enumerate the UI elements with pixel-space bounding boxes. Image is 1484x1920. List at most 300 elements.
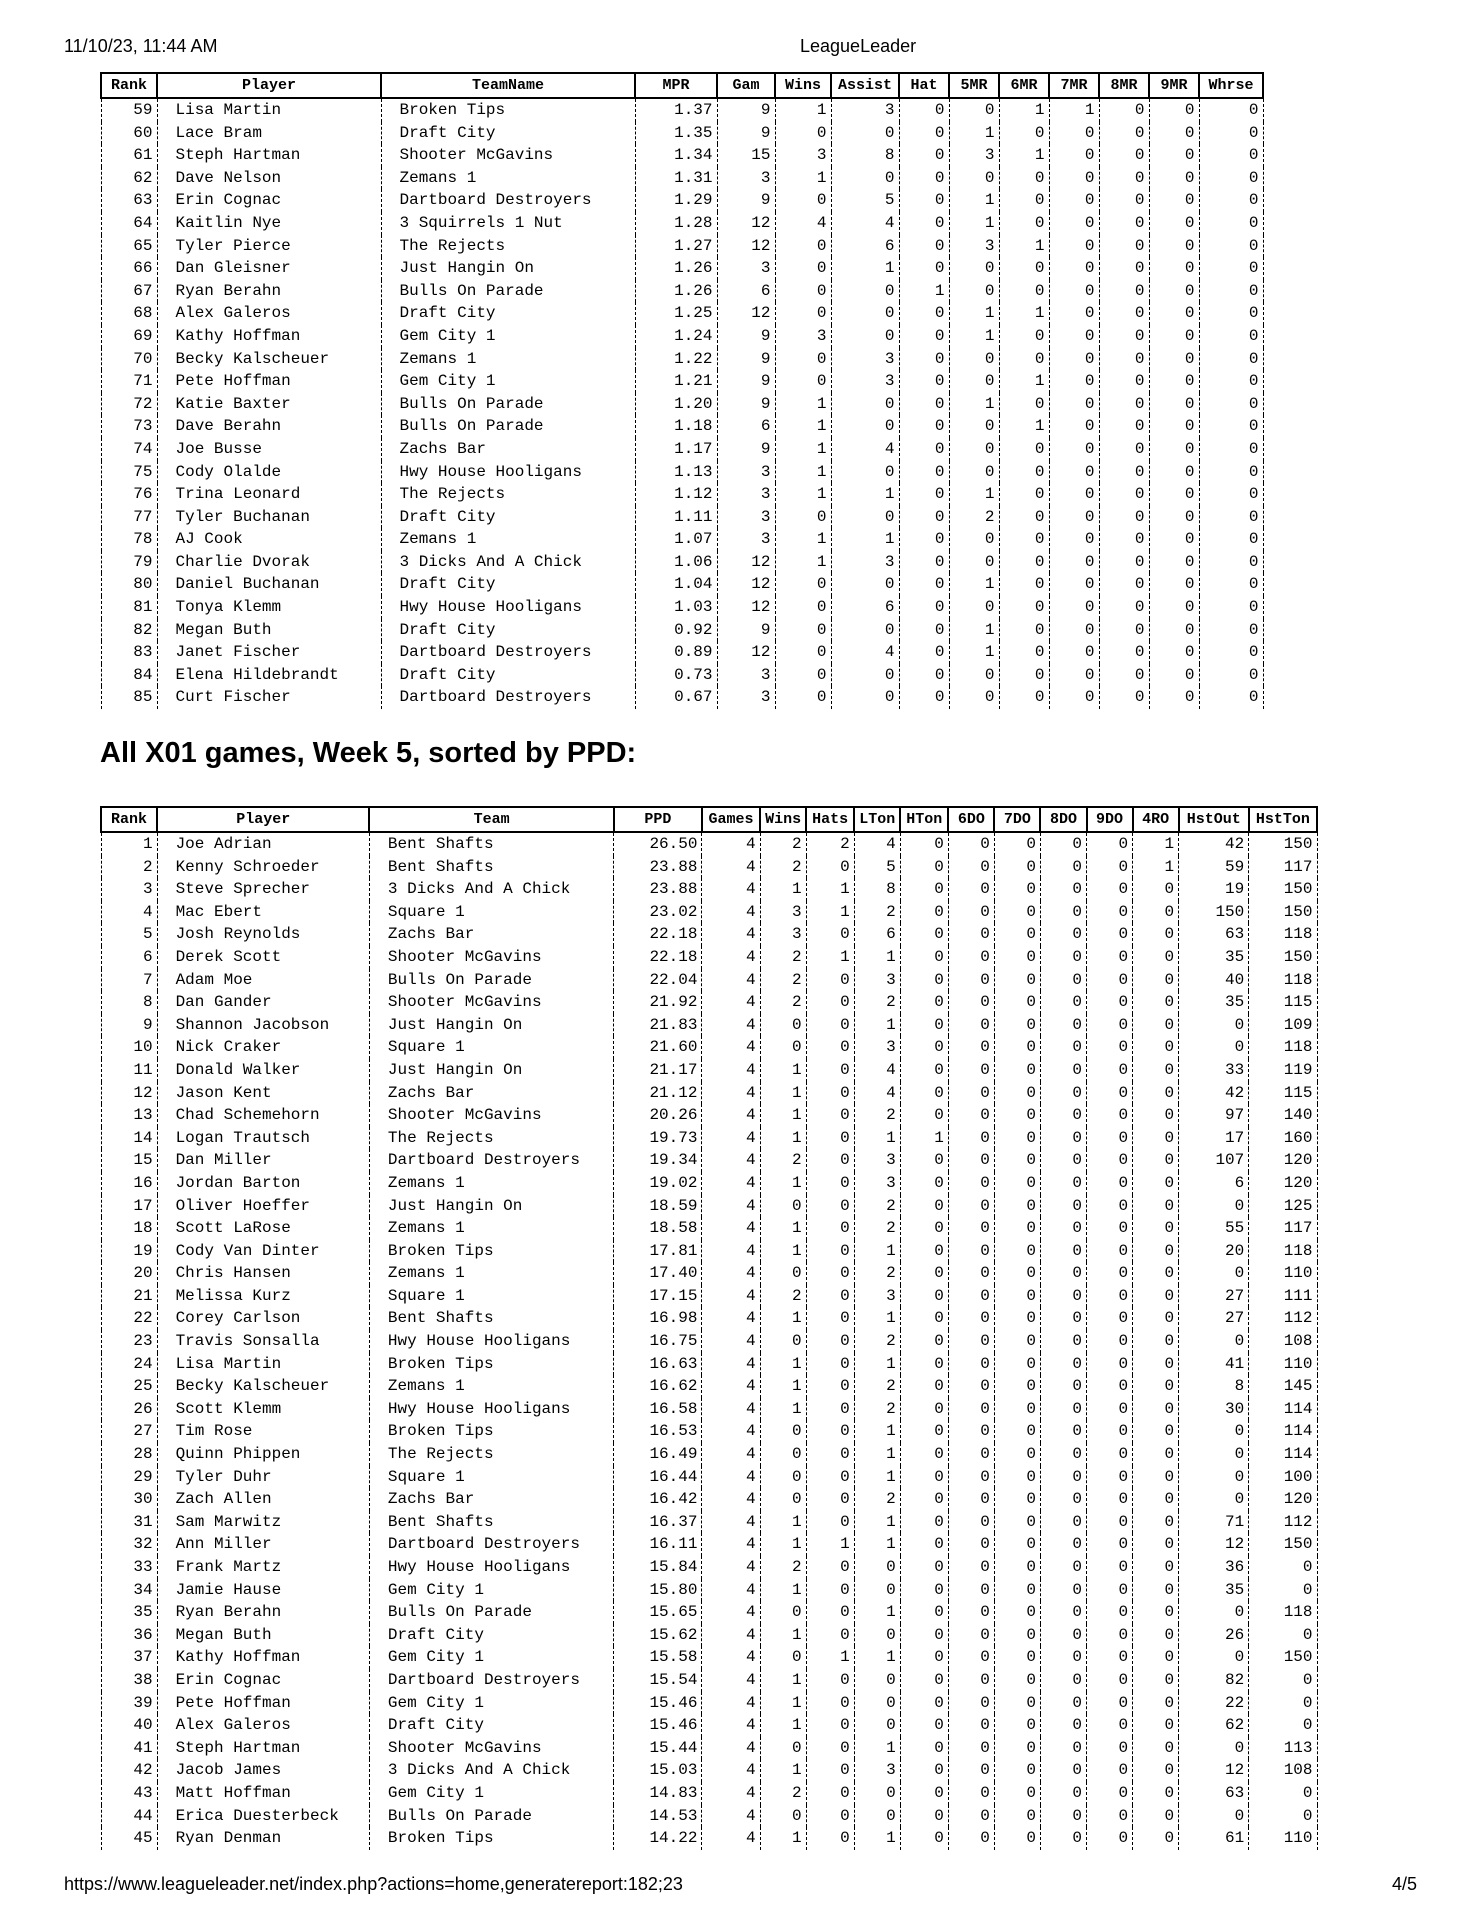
table-cell: 0 bbox=[831, 122, 899, 145]
table-cell: 41 bbox=[1179, 1353, 1249, 1376]
table-cell: 1 bbox=[999, 302, 1049, 325]
table-row bbox=[101, 1737, 1317, 1760]
table-cell: 0 bbox=[1049, 212, 1099, 235]
table-cell: 0 bbox=[900, 1759, 948, 1782]
table-cell: Gem City 1 bbox=[369, 1692, 613, 1715]
page-number: 4/5 bbox=[1392, 1874, 1418, 1894]
table-cell: 0 bbox=[1040, 991, 1086, 1014]
table-cell: 0 bbox=[994, 1307, 1040, 1330]
table-cell: Alex Galeros bbox=[157, 1714, 369, 1737]
column-header: 8DO bbox=[1040, 807, 1086, 832]
column-header: 8MR bbox=[1099, 73, 1149, 98]
column-header: Assist bbox=[831, 73, 899, 98]
table-cell: 1 bbox=[760, 1104, 806, 1127]
table-cell: 1.22 bbox=[635, 348, 717, 371]
table-cell: 59 bbox=[101, 98, 157, 122]
table-cell: 4 bbox=[831, 212, 899, 235]
column-header: HTon bbox=[900, 807, 948, 832]
table-cell: 0 bbox=[1133, 1330, 1179, 1353]
table-cell: 0 bbox=[948, 1330, 994, 1353]
table-cell: 0 bbox=[1099, 573, 1149, 596]
table-cell: 0 bbox=[948, 1759, 994, 1782]
table-cell: 2 bbox=[760, 832, 806, 856]
table-cell: Jamie Hause bbox=[157, 1579, 369, 1602]
column-header: Whrse bbox=[1199, 73, 1263, 98]
table-cell: 0 bbox=[948, 923, 994, 946]
column-header: TeamName bbox=[381, 73, 635, 98]
table-cell: 0 bbox=[994, 1082, 1040, 1105]
table-cell: 0 bbox=[806, 1556, 854, 1579]
table-cell: 0 bbox=[1040, 1082, 1086, 1105]
table-cell: 1 bbox=[775, 483, 831, 506]
table-cell: 115 bbox=[1249, 1082, 1317, 1105]
table-cell: 0 bbox=[948, 1398, 994, 1421]
table-cell: 0 bbox=[1199, 664, 1263, 687]
table-cell: 4 bbox=[702, 1240, 760, 1263]
table-cell: Joe Busse bbox=[157, 438, 381, 461]
table-cell: 12 bbox=[1179, 1759, 1249, 1782]
table-cell: 17 bbox=[1179, 1127, 1249, 1150]
table-cell: 0 bbox=[1133, 1307, 1179, 1330]
table-cell: 4 bbox=[854, 1059, 900, 1082]
table-cell: 1 bbox=[854, 1511, 900, 1534]
table-cell: 0 bbox=[1199, 438, 1263, 461]
table-cell: 108 bbox=[1249, 1330, 1317, 1353]
table-row bbox=[101, 189, 1263, 212]
table-row bbox=[101, 878, 1317, 901]
table-cell: 27 bbox=[1179, 1285, 1249, 1308]
table-cell: 0 bbox=[1099, 483, 1149, 506]
table-cell: 118 bbox=[1249, 1240, 1317, 1263]
table-cell: 0 bbox=[949, 461, 999, 484]
table-cell: 26.50 bbox=[614, 832, 702, 856]
table-row bbox=[101, 1669, 1317, 1692]
table-cell: 0 bbox=[1133, 1646, 1179, 1669]
table-cell: 1 bbox=[854, 1240, 900, 1263]
table-cell: 9 bbox=[717, 98, 775, 122]
table-cell: 32 bbox=[101, 1533, 157, 1556]
table-cell: 0 bbox=[1040, 1262, 1086, 1285]
table-cell: 0 bbox=[1099, 551, 1149, 574]
table-cell: 1 bbox=[760, 1398, 806, 1421]
table-cell: 0 bbox=[1249, 1579, 1317, 1602]
table-cell: 0 bbox=[994, 1353, 1040, 1376]
table-cell: Tim Rose bbox=[157, 1420, 369, 1443]
table-cell: 8 bbox=[1179, 1375, 1249, 1398]
table-cell: 0 bbox=[1087, 1827, 1133, 1850]
table-cell: 0 bbox=[775, 348, 831, 371]
table-cell: 1 bbox=[760, 1217, 806, 1240]
table-cell: 42 bbox=[1179, 1082, 1249, 1105]
table-cell: 0 bbox=[899, 257, 949, 280]
table-cell: 117 bbox=[1249, 856, 1317, 879]
table-cell: 0 bbox=[1249, 1556, 1317, 1579]
table-cell: 0 bbox=[900, 1737, 948, 1760]
table-cell: 1 bbox=[854, 1827, 900, 1850]
table-cell: 1 bbox=[949, 573, 999, 596]
table-cell: 0 bbox=[1179, 1737, 1249, 1760]
table-cell: 4 bbox=[831, 438, 899, 461]
table-cell: 0 bbox=[900, 1240, 948, 1263]
table-cell: 36 bbox=[1179, 1556, 1249, 1579]
table-cell: 0 bbox=[1040, 1624, 1086, 1647]
table-cell: 0 bbox=[948, 1601, 994, 1624]
table-cell: Ryan Denman bbox=[157, 1827, 369, 1850]
table-cell: 3 bbox=[717, 528, 775, 551]
table-cell: 0 bbox=[1099, 641, 1149, 664]
table-cell: 17.81 bbox=[614, 1240, 702, 1263]
table-cell: 2 bbox=[760, 856, 806, 879]
table-cell: Jason Kent bbox=[157, 1082, 369, 1105]
table-cell: 0 bbox=[1179, 1262, 1249, 1285]
table-cell: 0 bbox=[1199, 483, 1263, 506]
table-cell: 16.63 bbox=[614, 1353, 702, 1376]
table-row bbox=[101, 325, 1263, 348]
table-cell: Bent Shafts bbox=[369, 1511, 613, 1534]
table-cell: Shooter McGavins bbox=[369, 991, 613, 1014]
table-cell: 0 bbox=[1199, 641, 1263, 664]
table-cell: 0 bbox=[1099, 212, 1149, 235]
table-cell: 4 bbox=[702, 1624, 760, 1647]
table-cell: 9 bbox=[717, 438, 775, 461]
table-cell: 0 bbox=[994, 969, 1040, 992]
table-cell: 0 bbox=[899, 483, 949, 506]
table-cell: 0 bbox=[1199, 596, 1263, 619]
table-cell: 71 bbox=[101, 370, 157, 393]
table-cell: 1 bbox=[760, 1624, 806, 1647]
table-cell: 1 bbox=[854, 1466, 900, 1489]
table-cell: 3 bbox=[949, 144, 999, 167]
table-cell: Pete Hoffman bbox=[157, 1692, 369, 1715]
table-cell: 9 bbox=[717, 122, 775, 145]
table-row bbox=[101, 415, 1263, 438]
table-cell: 2 bbox=[854, 1217, 900, 1240]
table-cell: 12 bbox=[101, 1082, 157, 1105]
table-row bbox=[101, 280, 1263, 303]
table-cell: Shooter McGavins bbox=[369, 946, 613, 969]
table-cell: 3 bbox=[854, 1149, 900, 1172]
table-cell: 0 bbox=[1087, 1149, 1133, 1172]
table-cell: Matt Hoffman bbox=[157, 1782, 369, 1805]
table-cell: 2 bbox=[760, 969, 806, 992]
table-cell: 0 bbox=[1149, 483, 1199, 506]
table-cell: 0 bbox=[806, 1014, 854, 1037]
column-header: 7MR bbox=[1049, 73, 1099, 98]
column-header: Rank bbox=[101, 807, 157, 832]
table-cell: 0 bbox=[1149, 257, 1199, 280]
table-cell: 2 bbox=[760, 1285, 806, 1308]
table-cell: Chad Schemehorn bbox=[157, 1104, 369, 1127]
table-cell: 3 bbox=[717, 461, 775, 484]
table-cell: 0 bbox=[1099, 348, 1149, 371]
table-cell: 16.53 bbox=[614, 1420, 702, 1443]
table-cell: 0 bbox=[900, 1330, 948, 1353]
table-cell: 1.25 bbox=[635, 302, 717, 325]
table-cell: Adam Moe bbox=[157, 969, 369, 992]
table-cell: 0 bbox=[1040, 1149, 1086, 1172]
table-cell: 0 bbox=[948, 1353, 994, 1376]
table-cell: 4 bbox=[702, 1737, 760, 1760]
table-cell: 0 bbox=[948, 1127, 994, 1150]
table-cell: 0 bbox=[948, 1285, 994, 1308]
table-cell: 0 bbox=[948, 1307, 994, 1330]
table-cell: 0 bbox=[1133, 923, 1179, 946]
table-cell: 6 bbox=[831, 235, 899, 258]
table-cell: 0 bbox=[1087, 1217, 1133, 1240]
table-row bbox=[101, 98, 1263, 122]
table-cell: 1 bbox=[949, 393, 999, 416]
table-cell: 1 bbox=[760, 1127, 806, 1150]
table-cell: 15.03 bbox=[614, 1759, 702, 1782]
table-cell: 0 bbox=[900, 1059, 948, 1082]
table-cell: 21.12 bbox=[614, 1082, 702, 1105]
table-cell: Dartboard Destroyers bbox=[381, 686, 635, 709]
column-header: Player bbox=[157, 73, 381, 98]
table-cell: 6 bbox=[717, 415, 775, 438]
table-row bbox=[101, 901, 1317, 924]
table-cell: Joe Adrian bbox=[157, 832, 369, 856]
table-cell: 9 bbox=[717, 189, 775, 212]
column-header: Team bbox=[369, 807, 613, 832]
table-cell: 0 bbox=[994, 1624, 1040, 1647]
table-cell: 0 bbox=[948, 1466, 994, 1489]
table-cell: 0 bbox=[1040, 1398, 1086, 1421]
table-cell: Hwy House Hooligans bbox=[381, 596, 635, 619]
table-cell: 0 bbox=[900, 1511, 948, 1534]
table-cell: 0 bbox=[1249, 1692, 1317, 1715]
table-cell: 1.26 bbox=[635, 257, 717, 280]
table-cell: 0 bbox=[949, 348, 999, 371]
table-cell: 2 bbox=[949, 506, 999, 529]
table-cell: The Rejects bbox=[381, 483, 635, 506]
table-cell: 120 bbox=[1249, 1149, 1317, 1172]
table-cell: 4 bbox=[831, 641, 899, 664]
table-cell: 2 bbox=[101, 856, 157, 879]
table-cell: Sam Marwitz bbox=[157, 1511, 369, 1534]
table-row bbox=[101, 1307, 1317, 1330]
table-cell: 1 bbox=[854, 1737, 900, 1760]
table-cell: Gem City 1 bbox=[381, 370, 635, 393]
table-cell: Kenny Schroeder bbox=[157, 856, 369, 879]
table-cell: 4 bbox=[702, 1398, 760, 1421]
table-cell: 0 bbox=[899, 619, 949, 642]
table-cell: 0 bbox=[900, 1443, 948, 1466]
table-cell: 1 bbox=[760, 1533, 806, 1556]
table-cell: 3 bbox=[854, 1285, 900, 1308]
table-cell: Zemans 1 bbox=[381, 528, 635, 551]
table-cell: 2 bbox=[854, 1262, 900, 1285]
table-cell: 4 bbox=[702, 1353, 760, 1376]
table-cell: 0 bbox=[1099, 257, 1149, 280]
table-cell: 113 bbox=[1249, 1737, 1317, 1760]
table-cell: Katie Baxter bbox=[157, 393, 381, 416]
table-cell: 0 bbox=[1199, 144, 1263, 167]
table-cell: 0 bbox=[1040, 923, 1086, 946]
table-cell: 119 bbox=[1249, 1059, 1317, 1082]
table-cell: 0 bbox=[760, 1262, 806, 1285]
table-cell: 1 bbox=[760, 1714, 806, 1737]
table-cell: 0 bbox=[1040, 1036, 1086, 1059]
table-cell: 0 bbox=[994, 1195, 1040, 1218]
table-cell: 4 bbox=[702, 1488, 760, 1511]
table-cell: Kaitlin Nye bbox=[157, 212, 381, 235]
table-cell: 12 bbox=[717, 302, 775, 325]
table-cell: 0 bbox=[1099, 280, 1149, 303]
table-cell: Elena Hildebrandt bbox=[157, 664, 381, 687]
table-cell: 15 bbox=[717, 144, 775, 167]
table-cell: 0 bbox=[760, 1330, 806, 1353]
table-cell: 2 bbox=[854, 1488, 900, 1511]
table-cell: Bulls On Parade bbox=[369, 1601, 613, 1624]
table-cell: 0 bbox=[1049, 528, 1099, 551]
table-cell: AJ Cook bbox=[157, 528, 381, 551]
table-cell: 1 bbox=[831, 528, 899, 551]
table-cell: 2 bbox=[854, 901, 900, 924]
table-cell: 21.83 bbox=[614, 1014, 702, 1037]
table-cell: 0 bbox=[949, 280, 999, 303]
table-cell: 17.15 bbox=[614, 1285, 702, 1308]
table-cell: 0 bbox=[999, 348, 1049, 371]
table-cell: 0 bbox=[948, 1262, 994, 1285]
table-cell: 1.04 bbox=[635, 573, 717, 596]
table-cell: 16.42 bbox=[614, 1488, 702, 1511]
table-cell: 0 bbox=[994, 1646, 1040, 1669]
table-cell: 0 bbox=[994, 1782, 1040, 1805]
table-cell: 4 bbox=[702, 1195, 760, 1218]
table-cell: 0 bbox=[949, 596, 999, 619]
table-cell: 0 bbox=[1099, 461, 1149, 484]
table-cell: 0 bbox=[1199, 461, 1263, 484]
table-cell: 0 bbox=[948, 1420, 994, 1443]
table-cell: 0 bbox=[1199, 122, 1263, 145]
table-cell: 1 bbox=[760, 1511, 806, 1534]
table-cell: Bent Shafts bbox=[369, 1307, 613, 1330]
table-row bbox=[101, 257, 1263, 280]
table-row bbox=[101, 483, 1263, 506]
table-cell: 0 bbox=[994, 1533, 1040, 1556]
table-cell: Cody Olalde bbox=[157, 461, 381, 484]
table-cell: 28 bbox=[101, 1443, 157, 1466]
table-cell: 2 bbox=[760, 1782, 806, 1805]
table-cell: 0 bbox=[806, 1104, 854, 1127]
table-cell: 0 bbox=[1040, 1646, 1086, 1669]
table-cell: 70 bbox=[101, 348, 157, 371]
table-cell: 40 bbox=[101, 1714, 157, 1737]
table-cell: 0 bbox=[775, 189, 831, 212]
table-cell: 1.20 bbox=[635, 393, 717, 416]
table-cell: 1 bbox=[949, 212, 999, 235]
table-cell: 3 Dicks And A Chick bbox=[369, 878, 613, 901]
table-cell: 0 bbox=[1099, 596, 1149, 619]
table-cell: Draft City bbox=[381, 506, 635, 529]
table-cell: 5 bbox=[831, 189, 899, 212]
table-cell: 0 bbox=[1087, 1511, 1133, 1534]
table-cell: 12 bbox=[717, 573, 775, 596]
table-row bbox=[101, 1782, 1317, 1805]
table-cell: 0 bbox=[831, 506, 899, 529]
table-cell: 17.40 bbox=[614, 1262, 702, 1285]
table-cell: 0 bbox=[900, 1827, 948, 1850]
table-cell: 0 bbox=[1049, 302, 1099, 325]
column-header: 7DO bbox=[994, 807, 1040, 832]
table-cell: Zachs Bar bbox=[381, 438, 635, 461]
table-cell: 0 bbox=[1087, 1669, 1133, 1692]
table-cell: 2 bbox=[760, 1149, 806, 1172]
table-cell: 0 bbox=[831, 280, 899, 303]
table-cell: 22 bbox=[101, 1307, 157, 1330]
table-cell: 1 bbox=[831, 483, 899, 506]
table-cell: 0 bbox=[900, 1195, 948, 1218]
table-cell: 0 bbox=[1049, 144, 1099, 167]
table-cell: 0 bbox=[806, 1714, 854, 1737]
table-cell: 3 bbox=[717, 506, 775, 529]
table-cell: 0 bbox=[900, 1307, 948, 1330]
table-cell: 9 bbox=[717, 325, 775, 348]
table-cell: 0 bbox=[1199, 302, 1263, 325]
column-header: 6DO bbox=[948, 807, 994, 832]
table-cell: 0 bbox=[900, 969, 948, 992]
table-cell: 0 bbox=[1179, 1420, 1249, 1443]
table-cell: 35 bbox=[1179, 991, 1249, 1014]
table-cell: 0 bbox=[948, 1240, 994, 1263]
table-cell: 0 bbox=[999, 506, 1049, 529]
table-cell: 0 bbox=[1199, 98, 1263, 122]
column-header: HstOut bbox=[1179, 807, 1249, 832]
table-row bbox=[101, 1127, 1317, 1150]
table-cell: 0 bbox=[994, 1692, 1040, 1715]
table-cell: 0 bbox=[854, 1805, 900, 1828]
table-cell: Dan Miller bbox=[157, 1149, 369, 1172]
table-row bbox=[101, 1624, 1317, 1647]
table-cell: 100 bbox=[1249, 1466, 1317, 1489]
table-cell: 0 bbox=[999, 596, 1049, 619]
table-cell: 0 bbox=[900, 856, 948, 879]
table-cell: Chris Hansen bbox=[157, 1262, 369, 1285]
table-cell: 0 bbox=[760, 1601, 806, 1624]
table-row bbox=[101, 1195, 1317, 1218]
table-cell: 1.34 bbox=[635, 144, 717, 167]
table-cell: 0 bbox=[1199, 528, 1263, 551]
table-cell: 114 bbox=[1249, 1398, 1317, 1421]
table-cell: 0 bbox=[1040, 1195, 1086, 1218]
table-cell: 23 bbox=[101, 1330, 157, 1353]
table-cell: 0 bbox=[854, 1579, 900, 1602]
table-cell: Square 1 bbox=[369, 1036, 613, 1059]
table-cell: 118 bbox=[1249, 1601, 1317, 1624]
table-cell: Zachs Bar bbox=[369, 923, 613, 946]
table-cell: 120 bbox=[1249, 1172, 1317, 1195]
table-cell: Tyler Duhr bbox=[157, 1466, 369, 1489]
table-cell: 0 bbox=[994, 923, 1040, 946]
table-cell: 3 bbox=[831, 348, 899, 371]
table-cell: 0 bbox=[900, 1692, 948, 1715]
table-cell: 1.03 bbox=[635, 596, 717, 619]
table-cell: 15.84 bbox=[614, 1556, 702, 1579]
table-cell: 0 bbox=[1040, 1601, 1086, 1624]
table-cell: 1 bbox=[999, 415, 1049, 438]
table-cell: Jordan Barton bbox=[157, 1172, 369, 1195]
table-cell: 0 bbox=[994, 1375, 1040, 1398]
table-row bbox=[101, 1827, 1317, 1850]
table-cell: 0 bbox=[1133, 1217, 1179, 1240]
table-cell: 0 bbox=[1133, 1759, 1179, 1782]
column-header: HstTon bbox=[1249, 807, 1317, 832]
table-cell: Dartboard Destroyers bbox=[381, 189, 635, 212]
table-cell: 0 bbox=[1149, 619, 1199, 642]
table-cell: 1 bbox=[854, 1533, 900, 1556]
table-cell: 9 bbox=[101, 1014, 157, 1037]
table-cell: 0 bbox=[1087, 1330, 1133, 1353]
